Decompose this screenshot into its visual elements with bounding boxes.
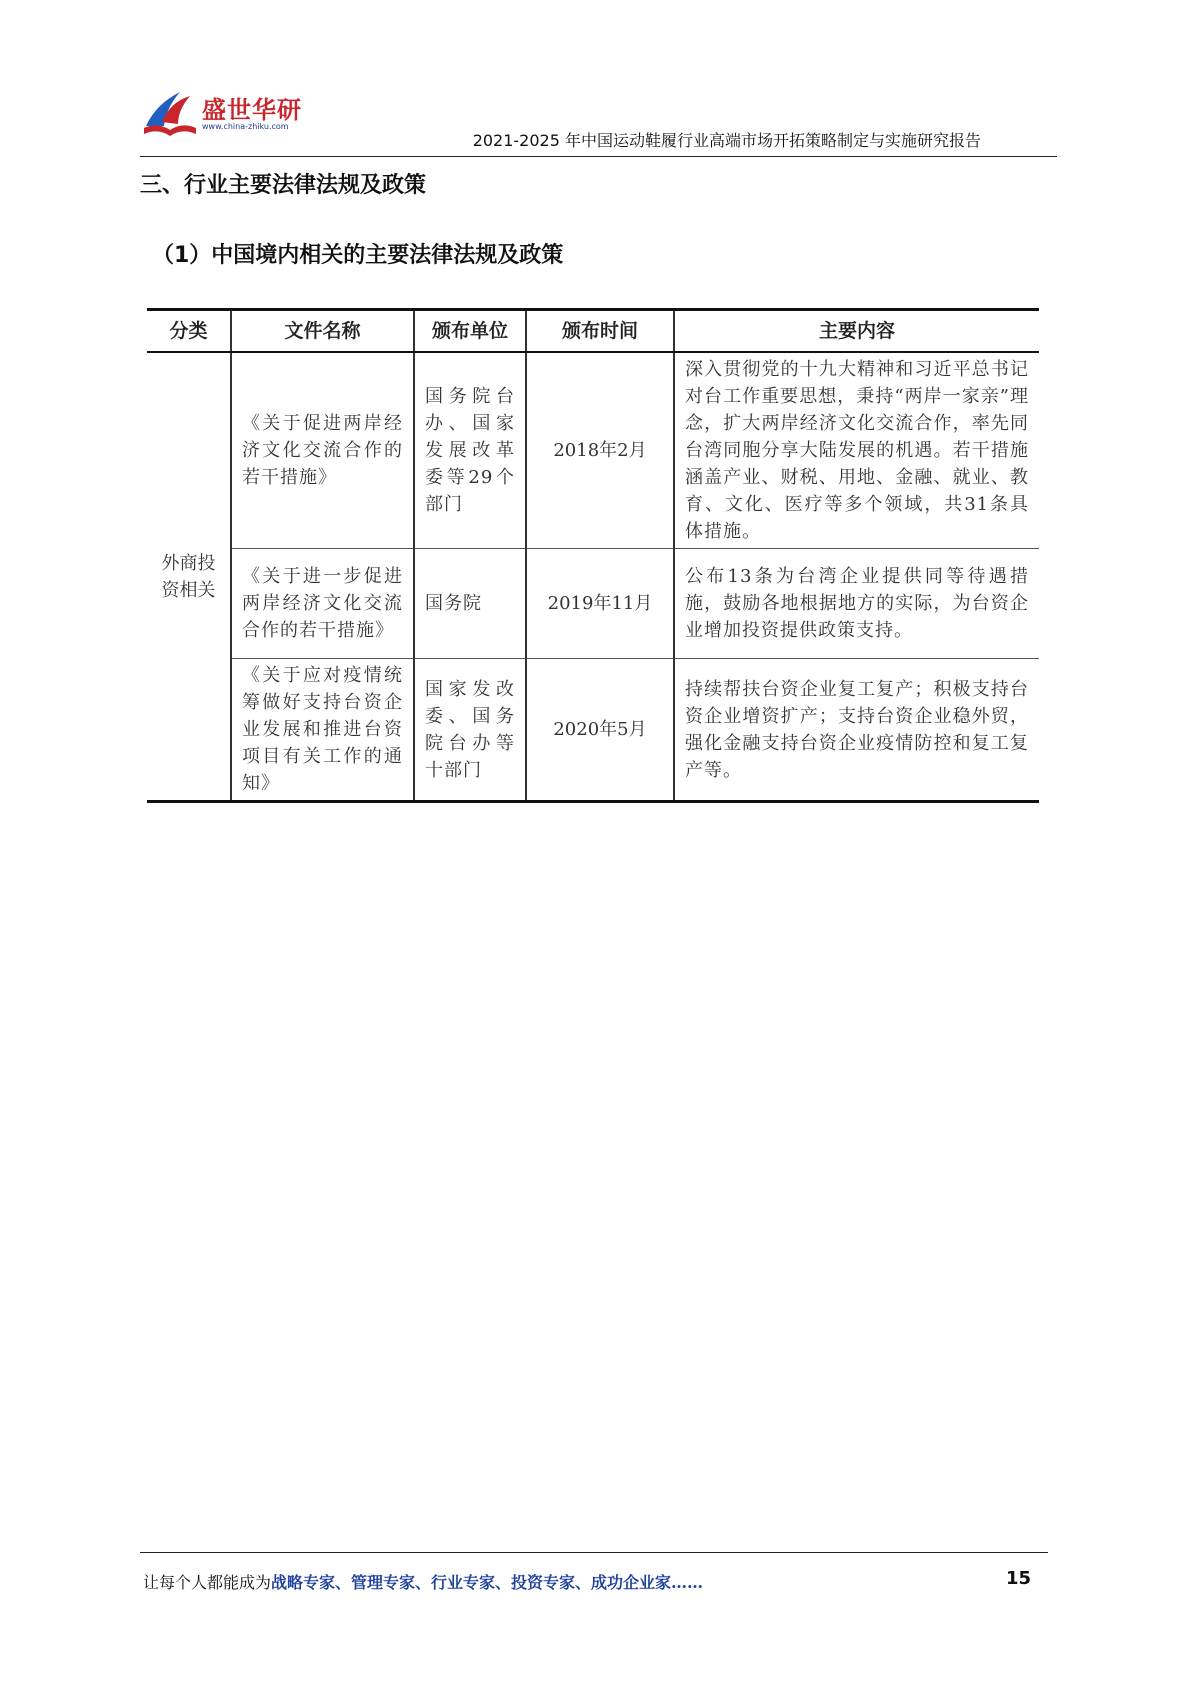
document-name-cell: 《关于进一步促进两岸经济文化交流合作的若干措施》 <box>231 549 414 659</box>
header-main-content: 主要内容 <box>674 310 1039 353</box>
table-row <box>147 352 1039 549</box>
issuer-cell: 国家发改委、国务院台办等十部门 <box>414 659 526 802</box>
footer-slogan-prefix: 让每个人都能成为 <box>143 1573 272 1592</box>
table-row <box>147 659 1039 802</box>
issuer-cell: 国务院 <box>414 549 526 659</box>
date-cell: 2018年2月 <box>526 352 674 549</box>
category-cell: 外商投资相关 <box>147 352 231 802</box>
logo-name: 盛世华研 <box>202 96 302 124</box>
document-name-cell: 《关于应对疫情统筹做好支持台资企业发展和推进台资项目有关工作的通知》 <box>231 659 414 802</box>
company-logo <box>140 82 320 146</box>
content-cell: 公布13条为台湾企业提供同等待遇措施，鼓励各地根据地方的实际，为台资企业增加投资提供政策支持。 <box>674 549 1039 659</box>
logo-url: www.china-zhiku.com <box>202 122 289 131</box>
date-cell: 2020年5月 <box>526 659 674 802</box>
header-date: 颁布时间 <box>526 310 674 353</box>
footer-divider <box>140 1552 1048 1553</box>
header-category: 分类 <box>147 310 231 353</box>
table-header-row <box>147 310 1039 353</box>
header-issuer: 颁布单位 <box>414 310 526 353</box>
content-cell: 持续帮扶台资企业复工复产；积极支持台资企业增资扩产；支持台资企业稳外贸，强化金融支持台资企业疫情防控和复工复产等。 <box>674 659 1039 802</box>
date-cell: 2019年11月 <box>526 549 674 659</box>
content-cell: 深入贯彻党的十九大精神和习近平总书记对台工作重要思想，秉持“两岸一家亲”理念，扩大两岸经济文化交流合作，率先同台湾同胞分享大陆发展的机遇。若干措施涵盖产业、财税、用地、金融、就业、教育、文化、医疗等多个领域，共31条具体措施。 <box>674 352 1039 549</box>
report-title: 2021-2025 年中国运动鞋履行业高端市场开拓策略制定与实施研究报告 <box>472 131 981 150</box>
policy-table <box>147 308 1039 803</box>
page-number: 15 <box>1005 1568 1031 1589</box>
document-name-cell: 《关于促进两岸经济文化交流合作的若干措施》 <box>231 352 414 549</box>
issuer-cell: 国务院台办、国家发展改革委等29个部门 <box>414 352 526 549</box>
footer-slogan <box>143 1570 703 1593</box>
header-document-name: 文件名称 <box>231 310 414 353</box>
footer-slogan-highlight: 战略专家、管理专家、行业专家、投资专家、成功企业家…… <box>271 1573 704 1592</box>
header-divider <box>140 156 1057 157</box>
logo-book-icon <box>140 82 200 142</box>
table-row <box>147 549 1039 659</box>
sub-section-title: （1）中国境内相关的主要法律法规及政策 <box>152 243 564 268</box>
section-title: 三、行业主要法律法规及政策 <box>140 173 427 198</box>
